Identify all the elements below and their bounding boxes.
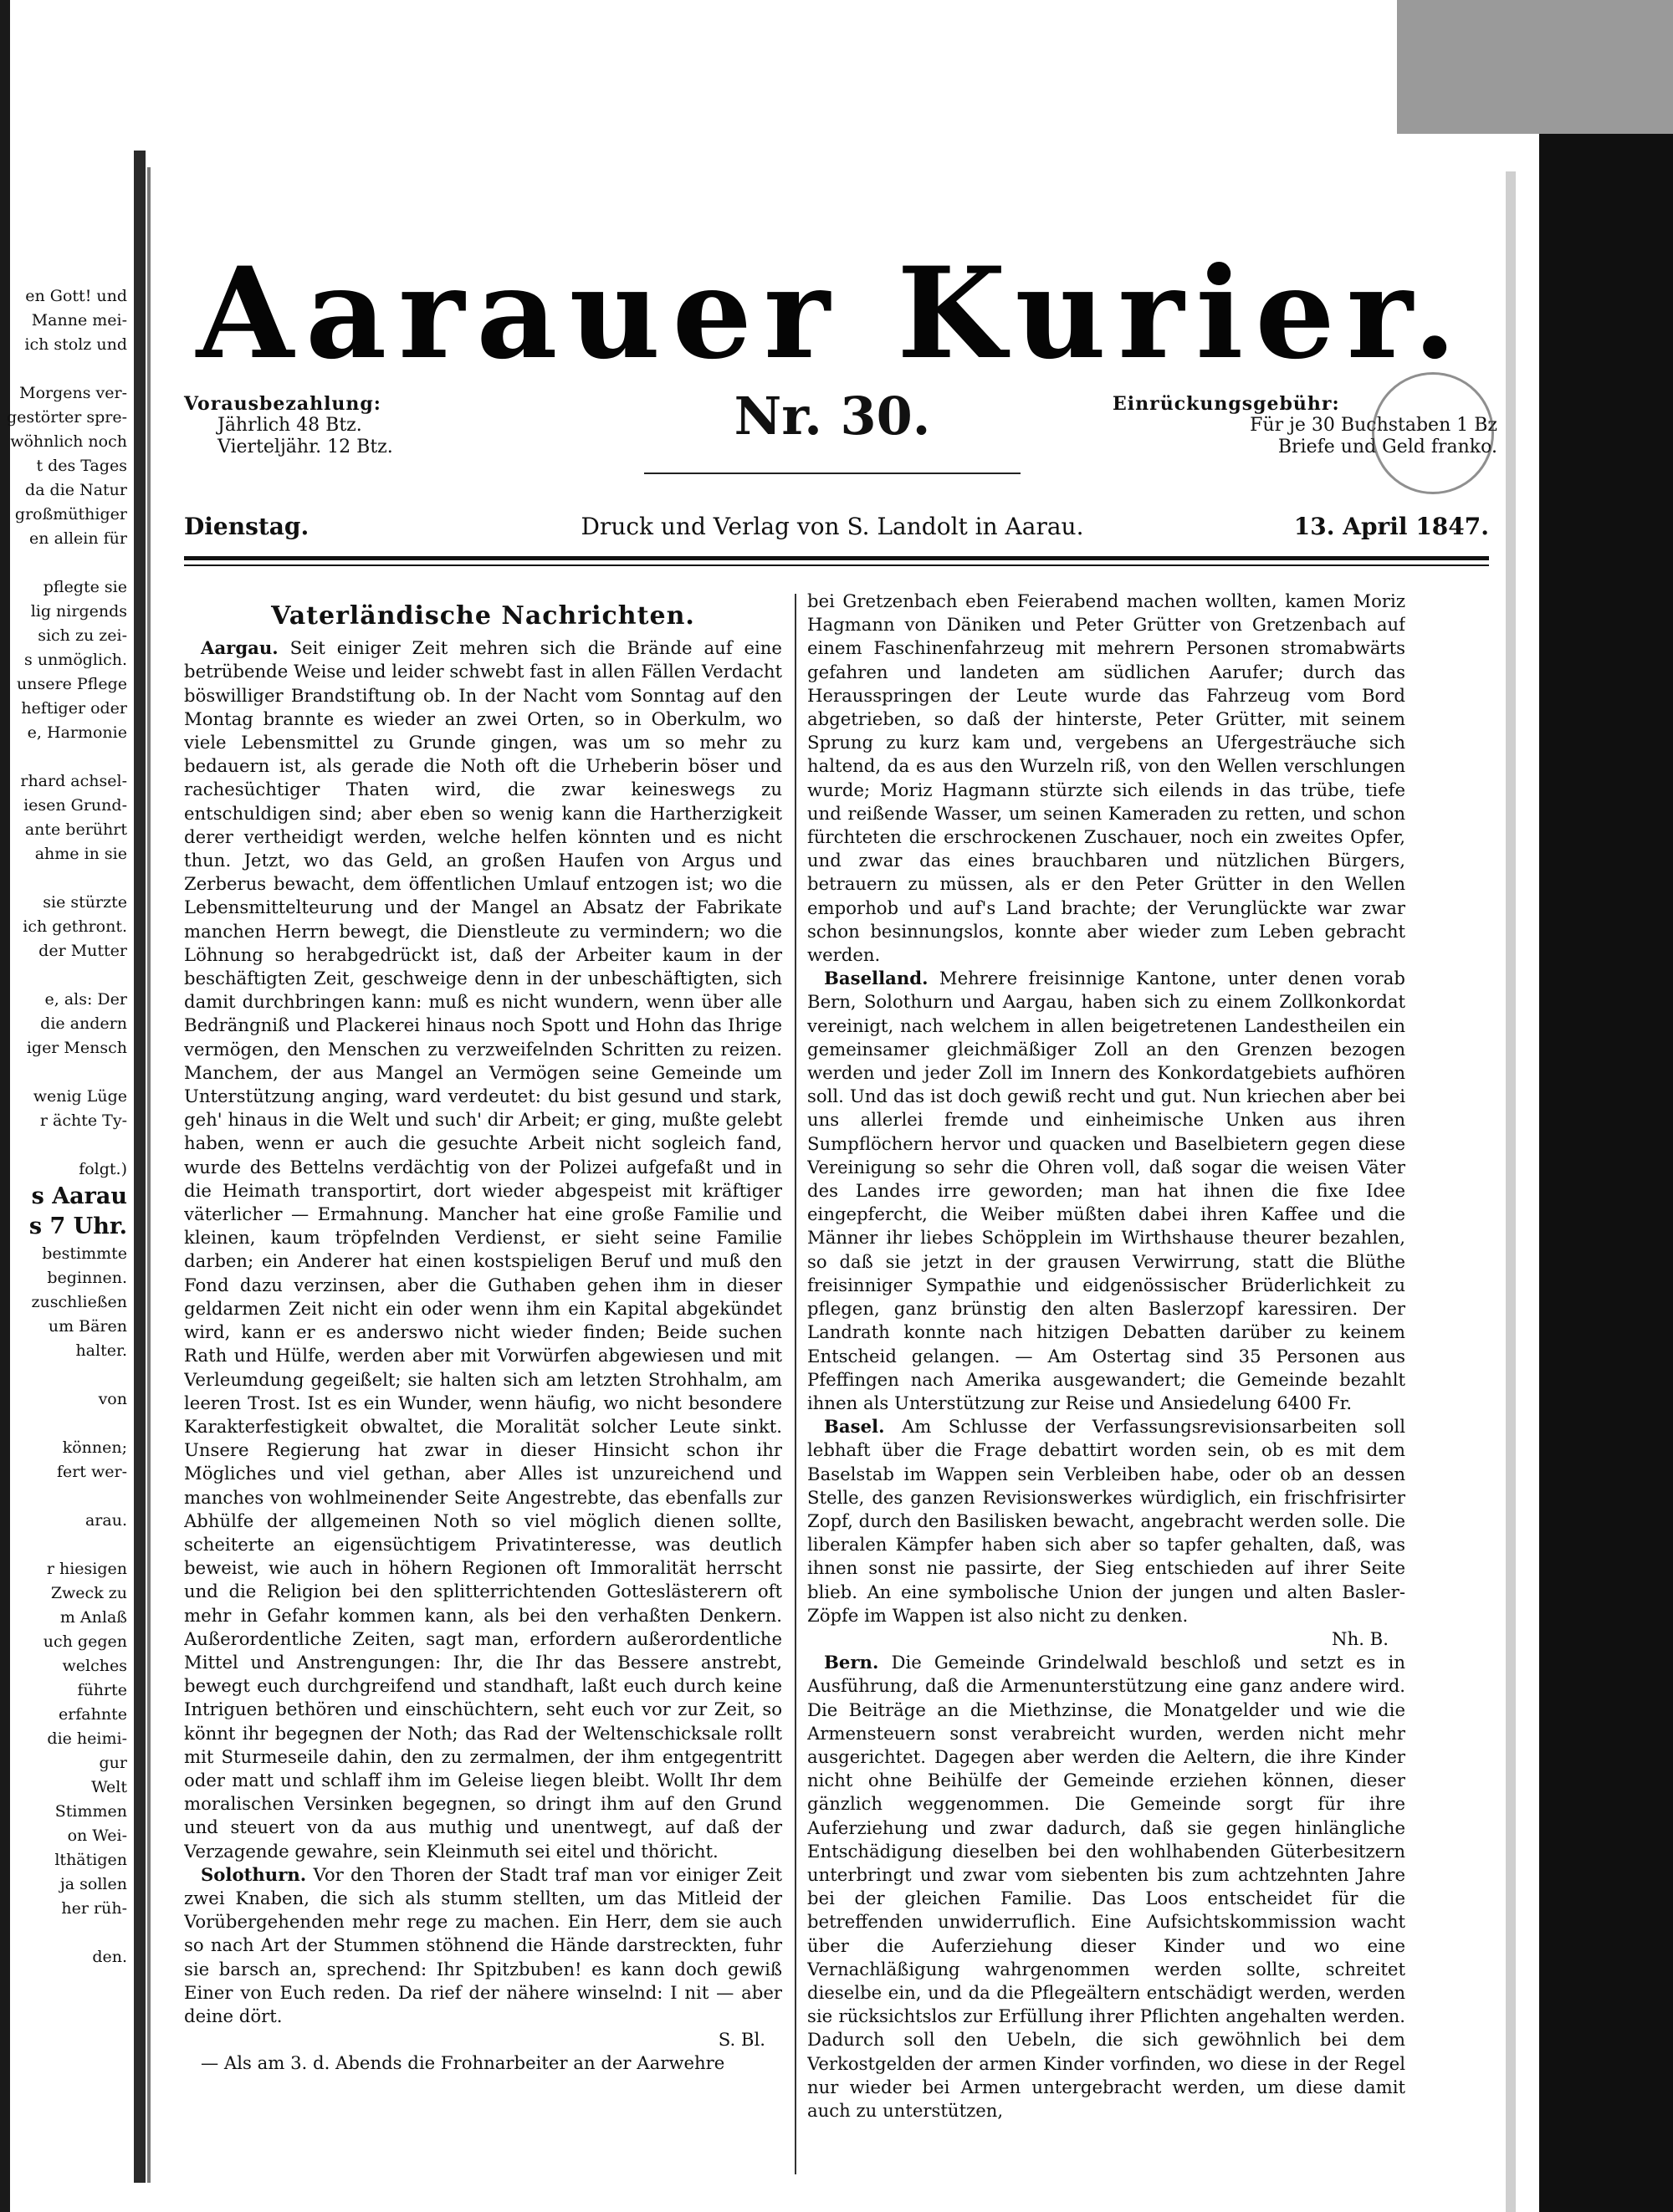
prev-page-line: e, als: Der <box>44 990 127 1009</box>
prev-page-line: fert wer- <box>56 1463 127 1481</box>
article-bern-text: Die Gemeinde Grindelwald beschloß und setzt es in Ausführung, daß die Armenunterstützung eine ganz andere wird. Die Beiträge an die Miethzinse, die Monatgelder und wie die Armensteuern sonst verabreicht wurden, werden nicht mehr ausgerichtet. Dagegen aber werden die Aeltern, die ihre Kinder nicht ohne Beihülfe der Gemeinde erziehen können, dieser gänzlich weggenommen. Die Gemeinde sorgt für ihre Auferziehung und zwar dadurch, daß sie gegen hinlängliche Entschädigung dieselben bei den wohlhabenden Güterbesitzern unterbringt und zwar vom siebenten bis zum achtzehnten Jahre bei der gleichen Familie. Das Loos entscheidet für die betreffenden unwiderruflich. Eine Aufsichtskommission wacht über die Auferziehung dieser Kinder und wo eine Vernachläßigung wahrgenommen werden sollte, schreitet dieselbe ein, und da die Pflegeältern entschädigt werden, werden sie rücksichtslos zur Erfüllung ihrer Pflichten angehalten werden. Dadurch soll den Uebeln, die sich gewöhnlich bei dem Verkostgelden der armen Kinder vorfinden, wo diese in der Regel nur wieder bei Armen untergebracht werden, um diese damit auch zu unterstützen, <box>807 1652 1405 2121</box>
prev-page-line: können; <box>62 1438 127 1457</box>
prev-page-line: r hiesigen <box>46 1560 127 1578</box>
issue-rule <box>644 473 1021 474</box>
issue-date: 13. April 1847. <box>1293 513 1489 540</box>
prev-page-line: führte <box>77 1681 127 1699</box>
prev-page-line: en allein für <box>29 529 127 548</box>
prev-page-line: lig nirgends <box>30 602 127 621</box>
prev-page-line <box>0 357 132 381</box>
fee-line: Briefe und Geld franko. <box>1277 437 1497 457</box>
column-right <box>807 590 1405 2179</box>
newspaper-page <box>167 171 1497 2195</box>
prev-page-line: die heimi- <box>47 1729 127 1748</box>
prev-page-line: unsere Pflege <box>17 675 127 693</box>
previous-page-fragment <box>0 284 132 2041</box>
section-title: Vaterländische Nachrichten. <box>271 601 695 631</box>
article-baselland-text: Mehrere freisinnige Kantone, unter denen vorab Bern, Solothurn und Aargau, haben sich zu einem Zollkonkordat vereinigt, nach welchem in allen beigetretenen Landestheilen ein gemeinsamer gleichmäßiger Zoll an den Grenzen bezogen werden und jeder Zoll im Innern des Konkordatgebiets aufhören soll. Und das ist doch gewiß recht und gut. Nun kriechen aber bei uns allerlei fremde und einheimische Unken aus ihren Sumpflöchern hervor und quacken und Baselbietern gegen diese Vereinigung so sehr die Ohren voll, daß sogar die weisen Väter des Landes irre geworden; man hat ihnen die fixe Idee eingepfercht, die Weiber müßten dabei ihren Kaffee und die Männer ihr liebes Schöpplein im Wirthshause theurer bezahlen, so daß sie jetzt in der grausen Verwirrung, statt die Blüthe freisinniger Sympathie und eidgenössischer Brüderlichkeit zu pflegen, ganz brünstig den alten Baslerzopf karessiren. Der Landrath konnte nach hitzigen Debatten darüber zu keinem Entscheid gelangen. — Am Ostertag sind 35 Personen aus Pfeffingen nach Amerika ausgewandert; die Gemeinde bezahlt ihnen als Unterstützung zur Reise und Ansiedelung 6400 Fr. <box>807 968 1405 1413</box>
article-bern <box>807 1651 1405 2123</box>
prev-page-line: iesen Grund- <box>23 796 127 815</box>
prev-page-line <box>0 745 132 769</box>
prev-page-line: die andern <box>40 1014 127 1033</box>
fee-header: Einrückungsgebühr: <box>1113 393 1340 415</box>
prev-page-line: lthätigen <box>54 1851 127 1869</box>
prev-page-line: s Aarau <box>31 1183 127 1209</box>
prev-page-line <box>0 1484 132 1509</box>
prev-page-line: ich stolz und <box>24 335 127 354</box>
prev-page-line: ja sollen <box>59 1875 127 1893</box>
article-aargau-text: Seit einiger Zeit mehren sich die Brände auf eine betrübende Weise und leider schwebt fast in allen Fällen Verdacht böswilliger Brandstiftung ob. In der Nacht vom Sonntag auf den Montag brannte es wieder an zwei Orten, so in Oberkulm, wo viele Lebensmittel zu Grunde gingen, was um so mehr zu bedauern ist, als gerade die Noth oft die Urheberin böser und rachesüchtiger Thaten wird, die zwar keineswegs zu entschuldigen sind; aber eben so wenig kann die Hartherzigkeit derer vertheidigt werden, welche helfen könnten und es nicht thun. Jetzt, wo das Geld, an großen Haufen von Argus und Zerberus bewacht, dem öffentlichen Umlauf entzogen ist; wo die Lebensmittelteurung und der Mangel an Absatz der Fabrikate manchen Herrn bewegt, die Dienstleute zu vermindern; wo die Löhnung so herabgedrückt ist, daß der Arbeiter kaum in der beschäftigten Zeit, geschweige denn in der unbeschäftigten, sich damit durchbringen kann: muß es nicht wundern, wenn über alle Bedrängniß und Plackerei hinaus noch Spott und Hohn das Ihrige vermögen, den Menschen zu verzweifelnden Schritten zu reizen. Manchem, der aus Mangel an Vermögen seine Gemeinde um Unterstützung anging, ward verdeutet: du bist gesund und stark, geh' hinaus in die Welt und such' dir Arbeit; er ging, mußte gelebt haben, wenn er auch die gesuchte Arbeit nicht sogleich fand, wurde des Bettelns verdächtig von der Polizei aufgefaßt und in die Heimath transportirt, dort wieder abgespeist mit kräftiger väterlicher — Ermahnung. Mancher hat eine große Familie und kleinen, kaum tröpfelnden Verdienst, er sieht seine Familie darben; ein Anderer hat einen kostspieligen Beruf und muß den Fond dazu verzinsen, aber die Guthaben gehen ihm in dieser geldarmen Zeit nicht ein oder wenn ihm ein Kapital abgekündet wird, kann er es anderswo nicht wieder finden; Beide suchen Rath und Hülfe, werden aber mit Vorwürfen abgewiesen und mit Verleumdung gegeißelt; sie halten sich am letzten Strohhalm, am leeren Trost. Ist es ein Wunder, wenn häufig, wo nicht besondere Karakterfestigkeit obwaltet, die Moralität solcher Leute sinkt. Unsere Regierung hat zwar in dieser Hinsicht schon ihr Mögliches und viel gethan, aber Alles ist unzureichend und manches von wohlmeinender Seite Angestrebte, das ebenfalls zur Abhülfe der allgemeinen Noth so viel möglich dienen sollte, scheiterte an eigensüchtigem Privatinteresse, was deutlich beweist, wie auch in höhern Regionen oft Immoralität herrscht und die Religion bei den splitterrichtenden Gotteslästerern oft mehr in Gefahr kommen kann, als bei den verhaßten Denkern. Außerordentliche Zeiten, sagt man, erfordern außerordentliche Mittel und Anstrengungen: Ihr, die Ihr das Bessere anstrebt, bewegt euch durchgreifend und standhaft, laßt euch durch keine Intriguen bethören und einschüchtern, seht euch vor zur Zeit, so könnt ihr begegnen der Noth; das Rad der Weltenschicksale rollt mit Sturmeseile dahin, den zu zermalmen, der ihm entgegentritt oder matt und schlaff ihm im Geleise liegen bleibt. Wollt Ihr dem moralischen Versinken begegnen, so dringt ihm auf den Grund und steuert von da aus muthig und unentwegt, auf daß der Verzagende gewahre, sein Kleinmuth sei eitel und thöricht. <box>184 637 782 1862</box>
place-solothurn: Solothurn. <box>201 1863 307 1885</box>
scan-edge-right <box>1539 134 1673 2212</box>
scan-corner-top-right <box>1397 0 1673 134</box>
prev-page-line: t des Tages <box>36 457 127 475</box>
prev-page-line: welches <box>62 1657 127 1675</box>
printer-line: Druck und Verlag von S. Landolt in Aarau. <box>581 513 1084 540</box>
prev-page-line: iger Mensch <box>26 1039 127 1057</box>
prev-page-line: wöhnlich noch <box>10 432 127 451</box>
prev-page-line: r ächte Ty- <box>39 1111 127 1130</box>
prepay-line: Jährlich 48 Btz. <box>217 415 362 436</box>
book-spine <box>134 151 146 2183</box>
prev-page-line <box>0 1363 132 1387</box>
book-spine-shadow <box>147 167 151 2183</box>
prev-page-line: sie stürzte <box>43 893 127 912</box>
prev-page-line: gestörter spre- <box>7 408 127 427</box>
prev-page-line: ich gethront. <box>23 917 127 936</box>
prev-page-line: e, Harmonie <box>27 723 127 742</box>
issue-number: Nr. 30. <box>734 386 931 447</box>
prev-page-line <box>0 1060 132 1085</box>
prev-page-line: bestimmte <box>42 1244 127 1263</box>
weekday: Dienstag. <box>184 513 310 540</box>
prev-page-line: uch gegen <box>43 1632 127 1651</box>
prev-page-line: her rüh- <box>61 1899 127 1918</box>
prev-page-line: ahme in sie <box>34 845 127 863</box>
prev-page-line: erfahnte <box>58 1705 127 1724</box>
column-divider <box>795 594 796 2174</box>
prepay-header: Vorausbezahlung: <box>184 393 381 415</box>
prev-page-line: rhard achsel- <box>20 772 127 790</box>
prev-page-line: wenig Lüge <box>33 1087 127 1106</box>
prev-page-line: on Wei- <box>67 1826 127 1845</box>
article-continued: bei Gretzenbach eben Feierabend machen wollten, kamen Moriz Hagmann von Däniken und Peter Grütter von Gretzenbach auf einem Faschinenfahrzeug mit mehrern Personen stromabwärts gefahren und landeten am südlichen Aarufer; durch das Herausspringen der Leute wurde das Fahrzeug vom Bord abgetrieben, so daß der hinterste, Peter Grütter, mit seinem Sprung zu kurz kam und, vergebens an Ufergesträuche sich haltend, da es aus den Wurzeln riß, von den Wellen verschlungen wurde; Moriz Hagmann stürzte sich eilends in das trübe, tiefe und reißende Wasser, um seinen Kameraden zu retten, und schon fürchteten die erschrockenen Zuschauer, noch ein zweites Opfer, und zwar das eines brauchbaren und nützlichen Bürgers, betrauern zu müssen, als er den Peter Grütter in den Wellen emporhob und auf's Land brachte; der Verunglückte war zwar schon besinnungslos, konnte aber wieder zum Leben gebracht werden. <box>807 590 1405 966</box>
prev-page-line: beginnen. <box>47 1269 127 1287</box>
prev-page-line: um Bären <box>48 1317 127 1336</box>
prev-page-line: halter. <box>75 1341 127 1360</box>
prepay-line: Vierteljähr. 12 Btz. <box>217 437 393 457</box>
prev-page-line: Manne mei- <box>31 311 127 330</box>
prev-page-line: ante berührt <box>24 820 127 839</box>
prev-page-line <box>0 1533 132 1557</box>
article-baselland <box>807 967 1405 1415</box>
prev-page-line: gur <box>99 1754 127 1772</box>
prev-page-line: en Gott! und <box>25 287 127 305</box>
prev-page-line <box>0 551 132 575</box>
prev-page-line: großmüthiger <box>14 505 127 524</box>
prev-page-line <box>0 963 132 988</box>
library-stamp <box>1372 372 1494 494</box>
prev-page-line: Morgens ver- <box>19 384 127 402</box>
prev-page-line: folgt.) <box>79 1160 127 1178</box>
fee-line: Für je 30 Buchstaben 1 Bz <box>1250 415 1497 436</box>
prev-page-line: zuschließen <box>31 1293 127 1311</box>
prev-page-line: s 7 Uhr. <box>28 1213 127 1239</box>
place-basel: Basel. <box>824 1416 885 1438</box>
prev-page-line: Zweck zu <box>50 1584 127 1602</box>
prev-page-line: pflegte sie <box>43 578 127 596</box>
article-basel-text: Am Schlusse der Verfassungsrevisionsarbeiten soll lebhaft über die Frage debattirt worden sein, ob es mit dem Baselstab im Wappen sein Verbleiben habe, oder ob an dessen Stelle, des ganzen Revisionswerkes würdiglich, ein frischfrisirter Zopf, durch den Basilisken bewacht, angebracht werden solle. Die liberalen Kämpfer haben sich aber so tapfer gehalten, daß, was ihnen sonst nie passirte, der Sieg entschieden auf ihrer Seite blieb. An eine symbolische Union der jungen und alten Basler-Zöpfe im Wappen ist also nicht zu denken. <box>807 1416 1405 1626</box>
prev-page-line: von <box>98 1390 127 1408</box>
prev-page-line: der Mutter <box>38 942 127 960</box>
prev-page-line: s unmöglich. <box>24 651 127 669</box>
header-rule-thick <box>184 556 1489 560</box>
column-left <box>184 590 782 2179</box>
place-bern: Bern. <box>824 1652 879 1673</box>
article-solothurn-text: Vor den Thoren der Stadt traf man vor einiger Zeit zwei Knaben, die sich als stumm stellten, um das Mitleid der Vorübergehenden mehr rege zu machen. Ein Herr, dem sie auch so nach Art der Stummen stöhnend die Hände darstreckten, fuhr sie barsch an, sprechend: Ihr Spitzbuben! es kann doch gewiß Einer von Euch reden. Da rief der nähere winselnd: I nit — aber deine dört. <box>184 1863 782 2026</box>
prev-page-line <box>0 1133 132 1157</box>
prev-page-line: m Anlaß <box>59 1608 127 1627</box>
prev-page-line <box>0 1412 132 1436</box>
page-edge-right <box>1506 171 1516 2212</box>
signature-basel: Nh. B. <box>1332 1627 1389 1649</box>
article-aargau <box>184 636 782 1863</box>
place-baselland: Baselland. <box>824 968 929 989</box>
article-solothurn <box>184 1863 782 2028</box>
signature-solothurn: S. Bl. <box>718 2029 765 2051</box>
prev-page-line: den. <box>92 1948 127 1966</box>
newspaper-title: Aarauer Kurier. <box>196 240 1469 387</box>
prev-page-line <box>0 866 132 891</box>
prev-page-line <box>0 1921 132 1945</box>
prev-page-line: heftiger oder <box>21 699 127 718</box>
dateline <box>167 510 1497 544</box>
prev-page-line: Welt <box>91 1778 127 1796</box>
prev-page-line: sich zu zei- <box>38 626 127 645</box>
article-continuation: — Als am 3. d. Abends die Frohnarbeiter an der Aarwehre <box>201 2052 725 2074</box>
place-aargau: Aargau. <box>201 637 279 659</box>
prev-page-line: arau. <box>84 1511 127 1530</box>
article-basel <box>807 1415 1405 1627</box>
prev-page-line: da die Natur <box>25 481 127 499</box>
header-rule-thin <box>184 564 1489 566</box>
prev-page-line: Stimmen <box>54 1802 127 1821</box>
